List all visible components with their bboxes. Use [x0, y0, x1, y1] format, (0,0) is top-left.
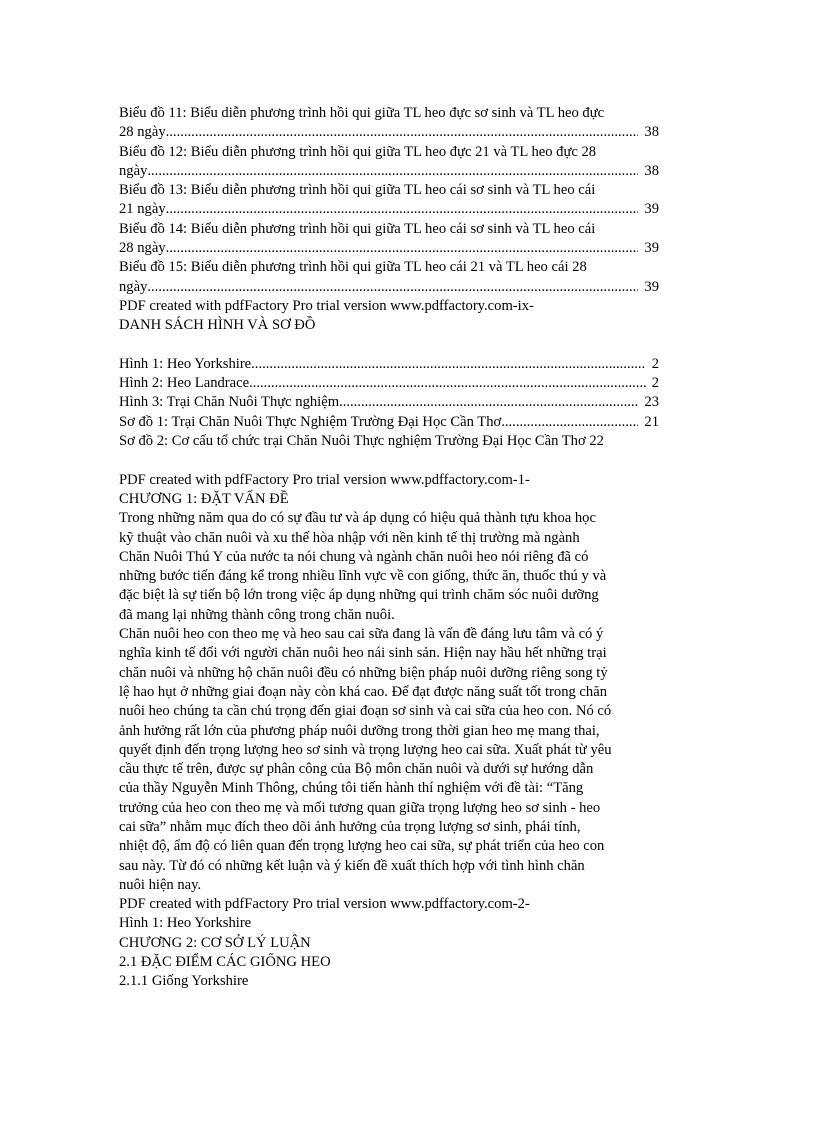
text-line: Chăn nuôi heo con theo mẹ và heo sau cai sữa đang là vấn đề đáng lưu tâm và có ý: [119, 626, 604, 643]
toc-leader-dots: [501, 413, 638, 432]
toc-page-number: 39: [644, 201, 659, 218]
toc-figures: [119, 355, 659, 451]
pdf-footer: PDF created with pdfFactory Pro trial version www.pdffactory.com-ix-: [119, 297, 534, 314]
pdf-footer: PDF created with pdfFactory Pro trial version www.pdffactory.com-1-: [119, 471, 530, 488]
toc-entry[interactable]: [119, 143, 659, 182]
text-line: nuôi heo chúng ta cần chú trọng đến giai đoạn sơ sinh và cai sữa của heo con. Nó có: [119, 703, 612, 720]
toc-entry[interactable]: [119, 104, 659, 143]
toc-entry[interactable]: [119, 393, 659, 412]
toc-entry-title: Biểu đồ 14: Biểu diễn phương trình hồi qui giữa TL heo cái sơ sinh và TL heo cái: [119, 220, 596, 237]
paragraph: [119, 625, 659, 895]
paragraph: [119, 509, 659, 625]
toc-leader-dots: [147, 162, 638, 181]
pdf-footer: PDF created with pdfFactory Pro trial version www.pdffactory.com-2-: [119, 896, 530, 913]
toc-leader-dots: [166, 123, 639, 142]
spacer: [119, 336, 659, 355]
toc-entry[interactable]: [119, 258, 659, 297]
toc-entry-lead: Hình 3: Trại Chăn Nuôi Thực nghiệm: [119, 394, 340, 411]
toc-page-number: 2: [651, 355, 659, 372]
text-line: quyết định đến trọng lượng heo sơ sinh và trọng lượng heo cai sữa. Xuất phát từ yêu: [119, 741, 612, 758]
toc-entry-lead: Hình 1: Heo Yorkshire: [119, 355, 252, 372]
text-line: của thầy Nguyễn Minh Thông, chúng tôi tiến hành thí nghiệm với đề tài: “Tăng: [119, 780, 584, 797]
toc-entry[interactable]: [119, 413, 659, 432]
toc-entry-lead: 21 ngày: [119, 201, 166, 218]
section-heading: 2.1 ĐẶC ĐIỂM CÁC GIỐNG HEO: [119, 954, 331, 971]
list-title: DANH SÁCH HÌNH VÀ SƠ ĐỒ: [119, 317, 316, 334]
toc-entry[interactable]: [119, 374, 659, 393]
toc-entry-lead: ngày: [119, 162, 148, 179]
toc-charts: [119, 104, 659, 297]
toc-page-number: 38: [644, 162, 659, 179]
toc-entry-title: Biểu đồ 13: Biểu diễn phương trình hồi qui giữa TL heo cái sơ sinh và TL heo cái: [119, 182, 596, 199]
text-line: những bước tiến đáng kể trong nhiều lĩnh vực về con giống, thức ăn, thuốc thú y và: [119, 568, 607, 585]
document-page: [119, 104, 659, 992]
toc-page-number: 38: [644, 124, 659, 141]
toc-entry-title: Biểu đồ 12: Biểu diễn phương trình hồi qui giữa TL heo đực 21 và TL heo đực 28: [119, 143, 597, 160]
figure-caption: Hình 1: Heo Yorkshire: [119, 915, 252, 932]
toc-entry-lead: 28 ngày: [119, 240, 166, 257]
toc-leader-dots: [166, 200, 639, 219]
text-line: nhiệt độ, ẩm độ có liên quan đến trọng lượng heo cai sữa, sự phát triển của heo con: [119, 838, 605, 855]
text-line: nghĩa kinh tế đối với người chăn nuôi heo nái sinh sản. Hiện nay hầu hết những trại: [119, 645, 607, 662]
text-line: ảnh hưởng rất lớn của phương pháp nuôi dưỡng trong thời gian heo mẹ mang thai,: [119, 722, 600, 739]
text-line: đã mang lại những thành công trong chăn nuôi.: [119, 606, 395, 623]
text-line: nuôi hiện nay.: [119, 876, 202, 893]
chapter-title: CHƯƠNG 1: ĐẶT VẤN ĐỀ: [119, 490, 289, 507]
toc-leader-dots: [251, 355, 646, 374]
toc-entry-lead: ngày: [119, 278, 148, 295]
toc-entry-title: Biểu đồ 15: Biểu diễn phương trình hồi qui giữa TL heo cái 21 và TL heo cái 28: [119, 259, 587, 276]
text-line: cầu thực tế trên, được sự phân công của Bộ môn chăn nuôi và dưới sự hướng dẫn: [119, 761, 594, 778]
toc-page-number: 21: [644, 413, 659, 430]
toc-page-number: 39: [644, 240, 659, 257]
toc-entry[interactable]: [119, 220, 659, 259]
subsection-heading: 2.1.1 Giống Yorkshire: [119, 973, 249, 990]
text-line: Trong những năm qua do có sự đầu tư và áp dụng có hiệu quả thành tựu khoa học: [119, 510, 596, 527]
toc-entry-lead: 28 ngày: [119, 124, 166, 141]
toc-leader-dots: [147, 278, 638, 297]
text-line: sau này. Từ đó có những kết luận và ý kiến đề xuất thích hợp với tình hình chăn: [119, 857, 585, 874]
text-line: lệ hao hụt ở những giai đoạn này còn khá cao. Để đạt được năng suất tốt trong chăn: [119, 683, 607, 700]
toc-entry[interactable]: [119, 181, 659, 220]
text-line: đặc biệt là sự tiến bộ lớn trong việc áp dụng những qui trình chăm sóc nuôi dưỡng: [119, 587, 599, 604]
toc-leader-dots: [339, 393, 638, 412]
text-line: chăn nuôi và những hộ chăn nuôi đều có những biện pháp nuôi dưỡng riêng song tỷ: [119, 664, 608, 681]
toc-entry-lead: Sơ đồ 1: Trại Chăn Nuôi Thực Nghiệm Trường Đại Học Cần Thơ: [119, 413, 502, 430]
text-line: kỹ thuật vào chăn nuôi và xu thế hòa nhập với nền kinh tế thị trường mà ngành: [119, 529, 580, 546]
text-line: Chăn Nuôi Thú Y của nước ta nói chung và ngành chăn nuôi heo nói riêng đã có: [119, 548, 589, 565]
toc-entry[interactable]: Sơ đồ 2: Cơ cấu tổ chức trại Chăn Nuôi Thực nghiệm Trường Đại Học Cần Thơ 22: [119, 433, 604, 450]
toc-entry-lead: Hình 2: Heo Landrace: [119, 375, 250, 392]
toc-page-number: 2: [651, 375, 659, 392]
toc-leader-dots: [249, 374, 646, 393]
spacer: [119, 451, 659, 470]
chapter-title: CHƯƠNG 2: CƠ SỞ LÝ LUẬN: [119, 934, 311, 951]
toc-leader-dots: [166, 239, 639, 258]
toc-entry[interactable]: [119, 355, 659, 374]
text-line: cai sữa” nhằm mục đích theo dõi ảnh hưởng của trọng lượng sơ sinh, phái tính,: [119, 818, 581, 835]
text-line: trưởng của heo con theo mẹ và mối tương quan giữa trọng lượng heo sơ sinh - heo: [119, 799, 601, 816]
toc-page-number: 39: [644, 278, 659, 295]
toc-page-number: 23: [644, 394, 659, 411]
toc-entry-title: Biểu đồ 11: Biểu diễn phương trình hồi qui giữa TL heo đực sơ sinh và TL heo đực: [119, 105, 605, 121]
